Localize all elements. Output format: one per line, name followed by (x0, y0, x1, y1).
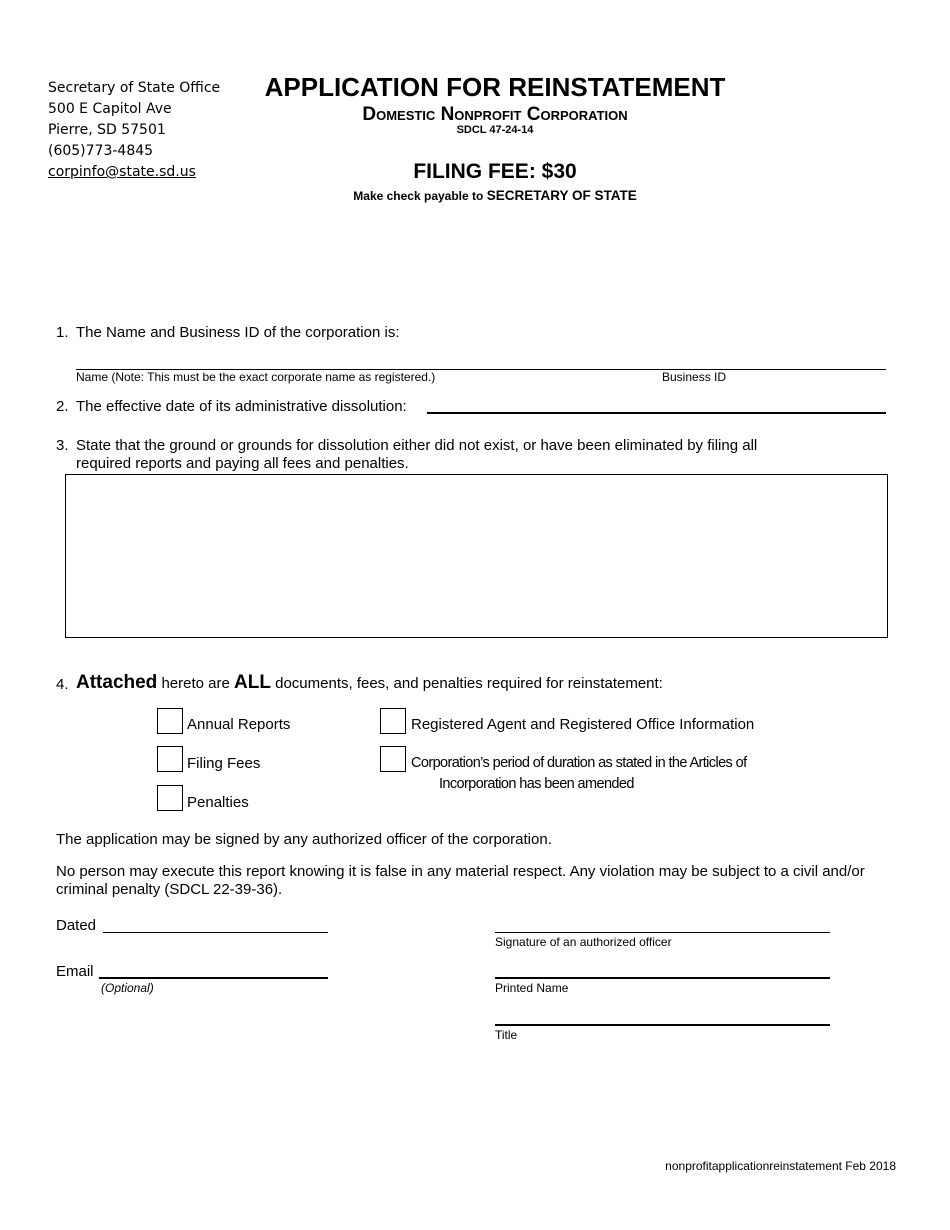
item-3-line-2: required reports and paying all fees and penalties. (76, 455, 409, 472)
item-4-all: ALL (234, 672, 271, 693)
form-statute: SDCL 47-24-14 (456, 124, 534, 136)
annual-reports-checkbox[interactable] (157, 708, 183, 734)
item-4-text (76, 672, 663, 694)
item-4-rest: documents, fees, and penalties required for reinstatement: (270, 675, 663, 692)
penalty-line-1: No person may execute this report knowing it is false in any material respect. Any violation may be subject to a civil and/or (56, 863, 865, 880)
office-name: Secretary of State Office (48, 80, 221, 96)
penalty-statement (56, 863, 865, 899)
office-phone: (605)773-4845 (48, 143, 154, 159)
signers-statement: The application may be signed by any authorized officer of the corporation. (56, 831, 552, 848)
filing-fees-label: Filing Fees (187, 755, 261, 772)
registered-agent-checkbox[interactable] (380, 708, 406, 734)
dated-label: Dated (56, 917, 97, 934)
dissolution-date-input-line[interactable] (427, 412, 886, 414)
filing-fee: FILING FEE: $30 (413, 160, 577, 183)
item-3-text (76, 437, 757, 473)
item-4-hereto: hereto are (157, 675, 235, 692)
email-optional-note: (Optional) (101, 981, 154, 995)
form-title: APPLICATION FOR REINSTATEMENT (264, 72, 726, 102)
duration-amended-checkbox[interactable] (380, 746, 406, 772)
penalties-label: Penalties (187, 794, 249, 811)
penalty-line-2: criminal penalty (SDCL 22-39-36). (56, 881, 283, 898)
email-label: Email (56, 963, 94, 980)
office-email-link[interactable]: corpinfo@state.sd.us (48, 164, 196, 180)
annual-reports-label: Annual Reports (187, 716, 291, 733)
registered-agent-label: Registered Agent and Registered Office Information (411, 716, 755, 733)
form-footer: nonprofitapplicationreinstatement Feb 2018 (665, 1159, 896, 1173)
payable-note (0, 188, 950, 203)
payable-prefix: Make check payable to (353, 189, 484, 203)
duration-amended-label-line-1: Corporation’s period of duration as stated in the Articles of (411, 755, 747, 771)
item-3-line-1: State that the ground or grounds for dissolution either did not exist, or have been eliminated by filing all (76, 437, 758, 454)
item-2-number: 2. (56, 398, 69, 415)
office-street: 500 E Capitol Ave (48, 101, 172, 117)
signature-input-line[interactable] (495, 932, 830, 933)
business-id-label: Business ID (662, 370, 727, 384)
item-4-attached: Attached (76, 672, 158, 693)
item-1-text: The Name and Business ID of the corporation is: (76, 324, 400, 341)
printed-name-input-line[interactable] (495, 977, 830, 979)
dated-input-line[interactable] (103, 932, 328, 933)
duration-amended-label-line-2: Incorporation has been amended (439, 776, 634, 792)
printed-name-label: Printed Name (495, 981, 569, 995)
name-label: Name (Note: This must be the exact corporate name as registered.) (76, 370, 436, 384)
title-label: Title (495, 1028, 518, 1042)
email-input-line[interactable] (99, 977, 328, 979)
signature-label: Signature of an authorized officer (495, 935, 672, 949)
form-subtitle: Domestic Nonprofit Corporation (362, 104, 628, 125)
office-city: Pierre, SD 57501 (48, 122, 166, 138)
payable-to: SECRETARY OF STATE (486, 188, 637, 203)
item-4-number: 4. (56, 676, 69, 693)
penalties-checkbox[interactable] (157, 785, 183, 811)
filing-fees-checkbox[interactable] (157, 746, 183, 772)
title-input-line[interactable] (495, 1024, 830, 1026)
grounds-text-box[interactable] (65, 474, 888, 638)
item-2-text: The effective date of its administrative dissolution: (76, 398, 407, 415)
item-3-number: 3. (56, 437, 69, 454)
item-1-number: 1. (56, 324, 69, 341)
